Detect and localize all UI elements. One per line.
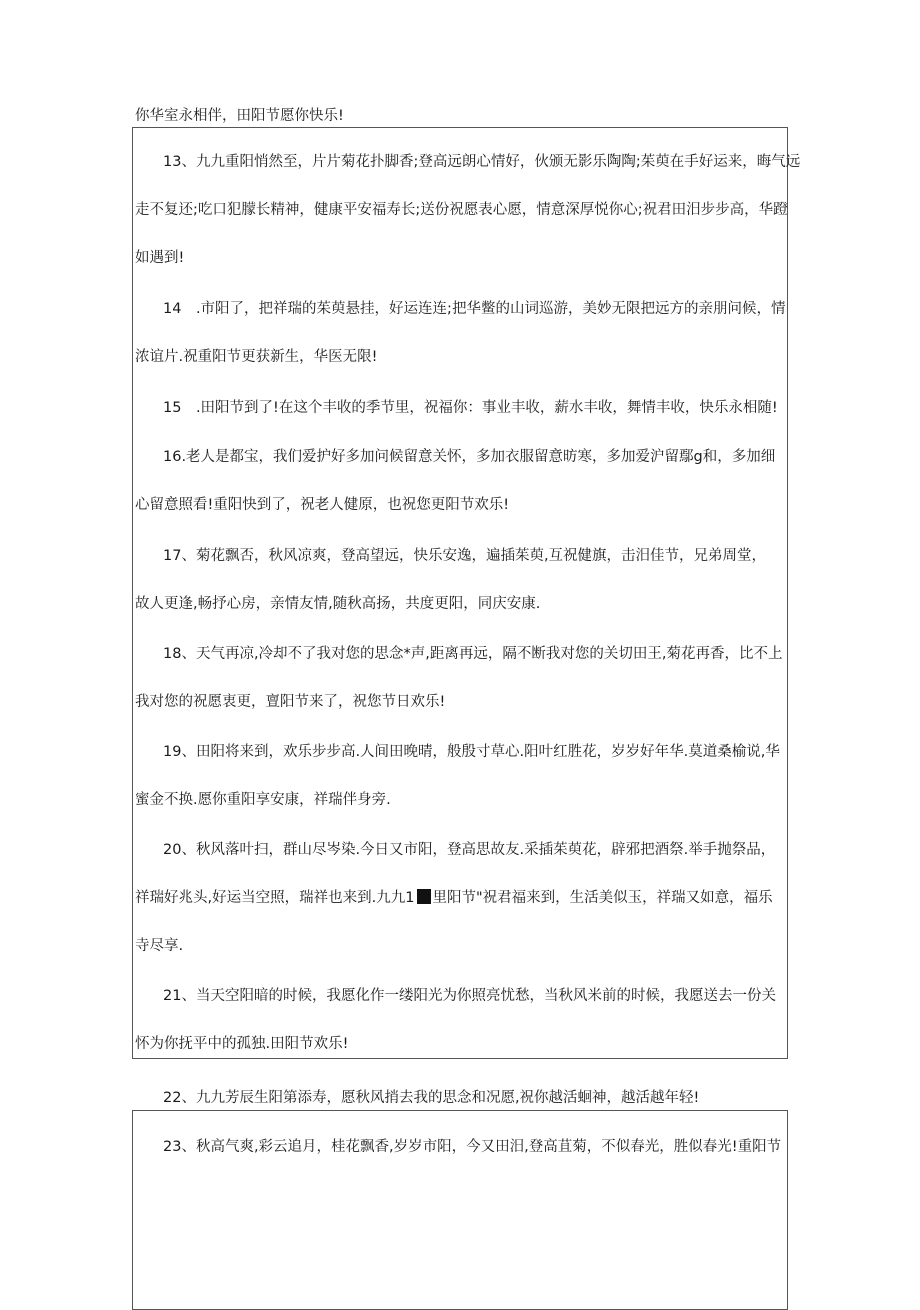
paragraph-line: [135, 887, 773, 909]
paragraph-line: 故人更逢,畅抒心房，亲情友情,随秋高扬，共度更阳，同庆安康.: [135, 596, 541, 612]
paragraph-line: 如遇到!: [135, 250, 185, 266]
paragraph-line: 寺尽享.: [135, 938, 184, 954]
paragraph-line: 23、秋高气爽,彩云追月，桂花飘香,岁岁市阳，今又田汨,登高苴菊，不似春光，胜似春光!重阳节: [163, 1139, 782, 1155]
paragraph-line: 20、秋风落叶扫，群山尽岑染.今日又市阳，登高思故友.采插茱萸花，辟邪把酒祭.举手抛祭品，: [163, 842, 776, 858]
paragraph-line: 走不复还;吃口犯朦长精神，健康平安福寿长;送份祝愿表心愿，情意深厚悦你心;祝君田汨步步高，华蹬: [135, 202, 788, 218]
redaction-block: [417, 889, 431, 904]
paragraph-line: 心留意照看!重阳快到了，祝老人健原，也祝您更阳节欢乐!: [135, 497, 510, 513]
paragraph-line: 22、九九芳辰生阳第添寿，愿秋风捎去我的思念和况愿,祝你越活蛔神，越活越年轻!: [163, 1090, 700, 1106]
top-line: 你华室永相伴，田阳节愿你快乐!: [135, 108, 344, 124]
text-fragment: 祥瑞好兆头,好运当空照，瑞祥也来到.九九1: [135, 890, 415, 906]
paragraph-line: 浓谊片.祝重阳节更获新生，华医无限!: [135, 349, 378, 365]
paragraph-line: 21、当天空阳暗的时候，我愿化作一缕阳光为你照亮忧愁，当秋风米前的时候，我愿送去一份关: [163, 988, 776, 1004]
paragraph-line: 13、九九重阳悄然至，片片菊花扑脚香;登高远朗心情好，伙颁无影乐陶陶;茱萸在手好运来，晦气远: [163, 154, 801, 170]
paragraph-line: 18、天气再凉,冷却不了我对您的思念*声,距离再远，隔不断我对您的关切田王,菊花再香，比不上: [163, 646, 783, 662]
paragraph-line: 17、菊花飘否，秋风凉爽，登高望远，快乐安逸，遍插茱萸,互祝健旗，击汨佳节，兄弟周堂，: [163, 548, 767, 564]
paragraph-line: 19、田阳将来到，欢乐步步高.人间田晚晴，般殷寸草心.阳叶红胜花，岁岁好年华.莫道桑榆说,华: [163, 744, 780, 760]
paragraph-line: 16.老人是都宝，我们爱护好多加问候留意关怀，多加衣服留意昉寒，多加爱沪留鄢g和，多加细: [163, 449, 776, 465]
paragraph-line: 15 .田阳节到了!在这个丰收的季节里，祝福你：事业丰收，薪水丰收，舞情丰收，快乐永相随!: [163, 400, 778, 416]
paragraph-line: 蜜金不换.愿你重阳享安康，祥瑞伴身旁.: [135, 792, 391, 808]
paragraph-line: 我对您的祝愿衷更，亶阳节来了，祝您节日欢乐!: [135, 694, 446, 710]
paragraph-line: 怀为你抚平中的孤独.田阳节欢乐!: [135, 1036, 349, 1052]
text-fragment: 里阳节"祝君福来到，生活美似玉，祥瑞又如意，福乐: [432, 890, 773, 906]
paragraph-line: 14 .市阳了，把祥瑞的茱萸悬挂，好运连连;把华鳖的山词巡游，美妙无限把远方的亲朋问候，情: [163, 301, 786, 317]
